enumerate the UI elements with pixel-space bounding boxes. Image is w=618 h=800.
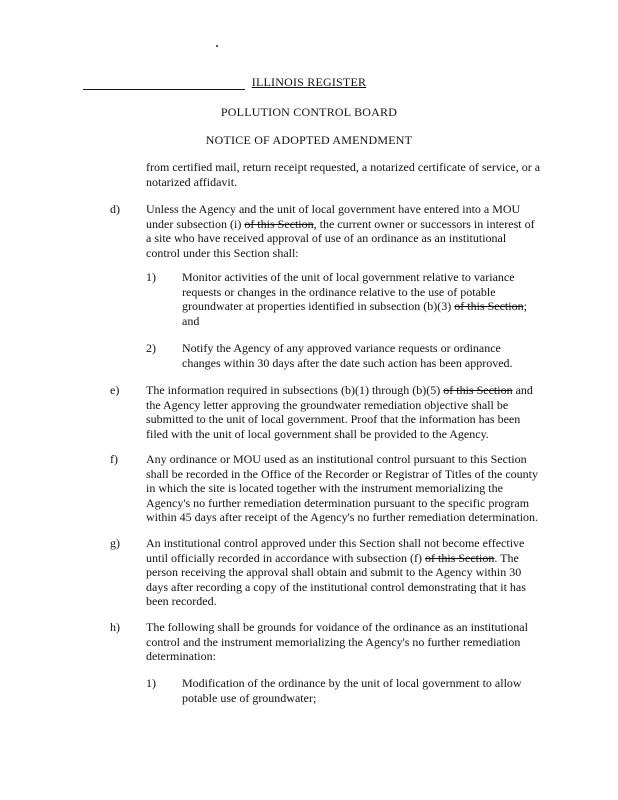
text-line: from certified mail, return receipt requested, a notarized certificate of service, or a <box>146 160 541 174</box>
text-line: in which the site is located together with the instrument memorializing the <box>146 481 503 495</box>
section-f-paragraph <box>146 452 538 525</box>
text-line: Any ordinance or MOU used as an institutional control pursuant to this Section <box>146 452 527 466</box>
text-line: and <box>182 313 200 328</box>
item-d1-paragraph <box>182 270 527 328</box>
text-line: within 45 days after receipt of the Agency's no further remediation determination. <box>146 510 539 524</box>
item-d2-paragraph <box>182 341 513 370</box>
text-line: requests or changes in the ordinance relative to the use of potable <box>182 284 496 299</box>
stricken-text: of this Section <box>425 550 495 565</box>
text-line: until officially recorded in accordance with subsection (f) of this Section. The <box>146 550 519 565</box>
text-line: Agency's no further remediation determination pursuant to the specific program <box>146 495 530 510</box>
section-f-label: f) <box>110 452 118 466</box>
section-e-paragraph <box>146 383 533 441</box>
text-line: potable use of groundwater; <box>182 690 317 705</box>
item-d1-label: 1) <box>146 270 156 284</box>
text-line: person receiving the approval shall obtain and submit to the Agency within 30 <box>146 565 522 579</box>
text-line: groundwater at properties identified in subsection (b)(3) of this Section; <box>182 299 527 313</box>
stricken-text: of this Section <box>443 383 513 397</box>
text-line: a site who have received approval of use of an ordinance as an institutional <box>146 231 507 245</box>
text-line: days after recording a copy of the institutional control demonstrating that it has <box>146 579 526 594</box>
section-d-paragraph <box>146 202 535 260</box>
stricken-text: of this Section <box>244 216 314 231</box>
text-line: filed with the unit of local government shall be provided to the Agency. <box>146 426 489 441</box>
text-line: Notify the Agency of any approved variance requests or ordinance <box>182 341 501 355</box>
text-line: changes within 30 days after the date such action has been approved. <box>182 355 513 370</box>
intro-paragraph <box>146 160 540 189</box>
register-title: ILLINOIS REGISTER <box>251 75 367 89</box>
stricken-text: of this Section <box>454 299 524 313</box>
section-h-paragraph <box>146 620 528 664</box>
text-line: control and the instrument memorializing the Agency's no further remediation <box>146 634 521 649</box>
text-line: submitted to the unit of local government. Proof that the information has been <box>146 412 521 426</box>
text-line: Monitor activities of the unit of local government relative to variance <box>182 270 515 284</box>
section-g-label: g) <box>110 536 120 550</box>
notice-title: NOTICE OF ADOPTED AMENDMENT <box>205 133 413 147</box>
text-line: Modification of the ordinance by the unit of local government to allow <box>182 676 522 690</box>
item-d2-label: 2) <box>146 341 156 355</box>
board-title: POLLUTION CONTROL BOARD <box>220 105 398 119</box>
text-line: control under this Section shall: <box>146 245 299 260</box>
text-line: determination: <box>146 649 216 663</box>
text-line: shall be recorded in the Office of the Recorder or Registrar of Titles of the county <box>146 466 538 481</box>
scan-speck <box>216 45 218 47</box>
text-line: notarized affidavit. <box>146 174 238 189</box>
text-line: been recorded. <box>146 594 217 608</box>
text-line: The following shall be grounds for voidance of the ordinance as an institutional <box>146 620 528 634</box>
item-h1-label: 1) <box>146 676 156 690</box>
section-d-label: d) <box>110 202 120 216</box>
text-line: Unless the Agency and the unit of local government have entered into a MOU <box>146 202 521 216</box>
item-h1-paragraph <box>182 676 522 705</box>
section-e-label: e) <box>110 383 120 397</box>
section-g-paragraph <box>146 536 526 609</box>
text-line: The information required in subsections (b)(1) through (b)(5) of this Section and <box>146 383 533 397</box>
text-line: An institutional control approved under this Section shall not become effective <box>146 536 525 550</box>
text-line: the Agency letter approving the groundwater remediation objective shall be <box>146 397 509 412</box>
text-line: under subsection (i) of this Section, the current owner or successors in interest of <box>146 216 535 231</box>
section-h-label: h) <box>110 620 120 634</box>
